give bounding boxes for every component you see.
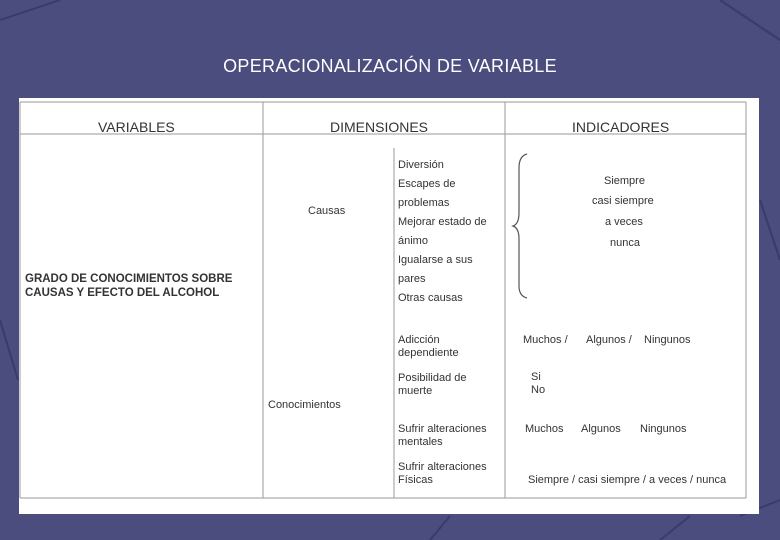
causas-item: Mejorar estado de [398,216,487,228]
variable-line-2: CAUSAS Y EFECTO DEL ALCOHOL [25,287,220,299]
causas-item: problemas [398,197,450,209]
conocimientos-item-posibilidad-2: muerte [398,385,433,397]
indicator-adiccion-b: Algunos / [586,334,632,346]
frequency-option: casi siempre [592,195,654,207]
dimension-conocimientos: Conocimientos [268,399,341,411]
causas-item: Otras causas [398,292,463,304]
header-variables: VARIABLES [98,119,175,135]
indicator-posibilidad-no: No [531,384,546,396]
conocimientos-item-mentales-1: Sufrir alteraciones [398,423,487,435]
conocimientos-item-adiccion-1: Adicción [398,334,440,346]
left-brace [513,154,527,298]
causas-item: pares [398,273,426,285]
conocimientos-item-fisicas-2: Físicas [398,474,433,486]
indicator-adiccion-a: Muchos / [523,334,568,346]
causas-item: Escapes de [398,178,456,190]
causas-item: Diversión [398,159,444,171]
table-grid [19,98,759,514]
variable-line-1: GRADO DE CONOCIMIENTOS SOBRE [25,273,233,285]
header-indicadores: INDICADORES [572,119,670,135]
operationalization-table [19,98,759,514]
conocimientos-item-adiccion-2: dependiente [398,347,459,359]
frequency-option: a veces [605,216,643,228]
indicator-adiccion-c: Ningunos [644,334,691,346]
frequency-option: Siempre [604,175,645,187]
conocimientos-item-posibilidad-1: Posibilidad de [398,372,467,384]
slide-title [0,56,780,77]
indicator-fisicas: Siempre / casi siempre / a veces / nunca [528,474,727,486]
indicator-mentales-c: Ningunos [640,423,687,435]
causas-item: Igualarse a sus [398,254,473,266]
frequency-option: nunca [610,237,640,249]
dimension-causas: Causas [308,205,346,217]
header-dimensiones: DIMENSIONES [330,119,429,135]
conocimientos-item-fisicas-1: Sufrir alteraciones [398,461,487,473]
indicator-posibilidad-si: Si [531,371,541,383]
conocimientos-item-mentales-2: mentales [398,436,443,448]
indicator-mentales-b: Algunos [581,423,621,435]
slide-title-text: OPERACIONALIZACIÓN DE VARIABLE [223,56,557,76]
indicator-mentales-a: Muchos [525,423,564,435]
causas-item: ánimo [398,235,428,247]
